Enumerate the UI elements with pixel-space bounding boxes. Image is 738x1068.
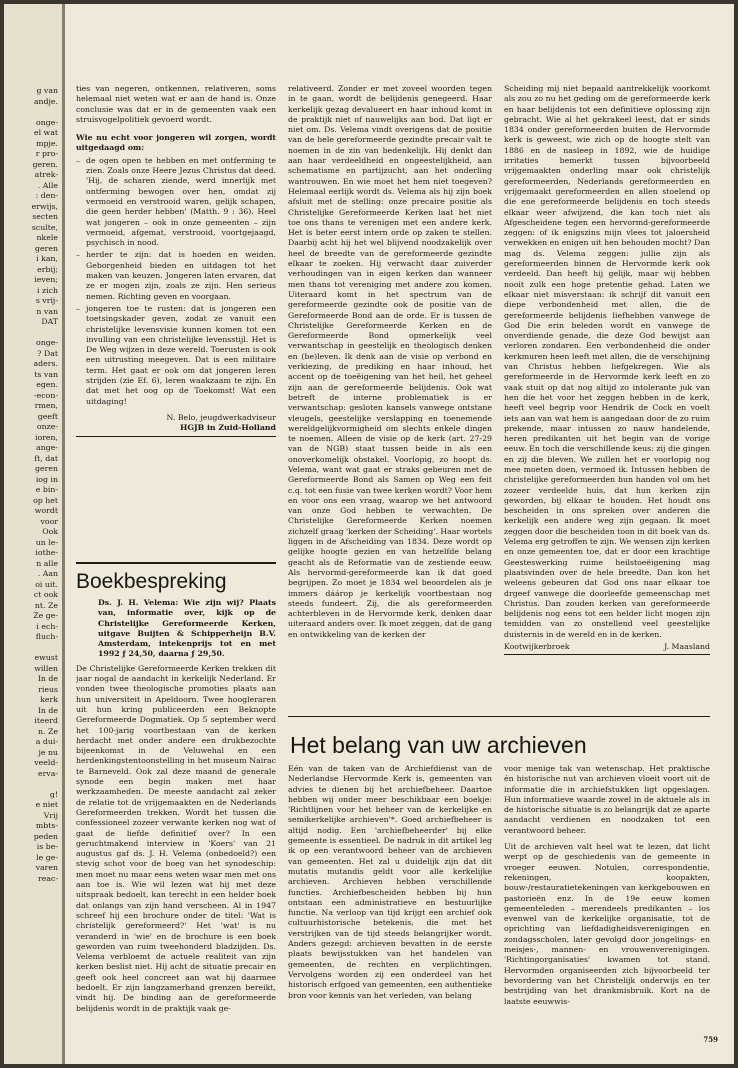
column-3 <box>504 84 710 712</box>
archive-title: Het belang van uw archieven <box>290 732 587 758</box>
column-1-list <box>76 156 276 407</box>
margin-fragment: erwijs, <box>31 201 58 211</box>
column-1-heading: Wie nu echt voor jongeren wil zorgen, wordt uitgedaagd om: <box>76 133 276 153</box>
page-number: 759 <box>703 1035 718 1044</box>
margin-fragment: rieus <box>38 684 58 694</box>
margin-fragment: mbts- <box>35 821 58 830</box>
margin-fragment: veeld- <box>34 758 58 767</box>
margin-fragment: Ze ge- <box>33 611 58 620</box>
margin-fragment: n. Ze <box>37 726 58 736</box>
margin-fragment: geren <box>35 464 58 473</box>
margin-fragment: atrek- <box>34 170 58 179</box>
margin-fragment: In de <box>37 674 58 683</box>
margin-fragment: is be- <box>36 842 58 851</box>
margin-fragment <box>4 107 62 118</box>
archive-column-left <box>288 764 492 1046</box>
margin-fragment: ewust <box>34 653 58 662</box>
archive-right-text: voor menige tak van wetenschap. Het praktische én historische nut van archieven vloeit voort uit de informatie die in archiefstukken ligt opgeslagen. Hun informatieve waarde zowel in de aktuele als in de historische situatie is zo belangrijk dat ze aparte aandacht verdienen en noodzaken tot een verantwoord beheer. <box>504 764 710 835</box>
left-page-margin-fragments <box>4 4 65 1064</box>
margin-fragment: ? Dat <box>37 348 58 358</box>
list-item: – de ogen open te hebben en met ontferming te zien. Zoals onze Heere Jezus Christus dat deed. 'Hij, de scharen ziende, werd innerlijk met ontferming bewogen over hen, omdat zij vermoeid en verstrooid waren, gelijk schapen, die geen herder hebben' (Matth. 9 : 36). Heel wat jongeren – ook in onze gemeenten – zijn vermoeid, afgemat, verstrooid, voortgejaagd, psychisch in nood. <box>86 156 276 249</box>
margin-fragment: . Alle <box>37 180 58 190</box>
margin-fragment: -econ- <box>34 390 58 400</box>
margin-fragment: . Aan <box>37 569 58 578</box>
margin-fragment: egen. <box>36 380 58 389</box>
margin-fragment: varen <box>35 863 58 872</box>
margin-fragment: voor <box>40 516 58 526</box>
margin-fragment: erbij; <box>37 264 58 274</box>
list-item: – jongeren toe te rusten: dat is jongeren een toetsingskader geven, zodat ze vanuit een christelijke levensvisie kunnen komen tot een invulling van een christelijke levensstijl. Het is De Weg wijzen in deze wereld. Toerusten is ook een uitrusting meegeven. Dat is een militaire term. Het gaat er ook om dat jongeren leren strijden (zie Ef. 6), leren waakzaam te zijn. En dat met het oog op de Toekomst! Wat een uitdaging! <box>86 304 276 407</box>
column-2 <box>288 84 492 712</box>
signature-org: HGJB in Zuid-Holland <box>76 423 276 436</box>
column-2-text: relativeerd. Zonder er met zoveel woorden tegen in te gaan, wordt de belijdenis genegeerd. Haar kerkelijk gezag devalueert en haar inhoud komt in de praktijk niet of nauwelijks aan bod. Dat ligt er niet om. Ds. Velema vindt overigens dat de positie van de hele gereformeerde gezindte precair valt te noemen in de zin van bedenkelijk. Hij denkt dan aan haar verdeeldheid en ongeestelijkheid, aan schematisme en partijzucht, aan het onderling wantrouwen. En wie moet het hem niet toegeven? Helemaal eerlijk wordt ds. Velema als hij zijn boek afsluit met de stelling: onze precaire positie als Christelijke Gereformeerde Kerken laat het niet toe ons thans te verenigen met een andere kerk. Het is beter eerst intern orde op zaken te stellen. Daarbij acht hij het wel blijvend noodzakelijk over heel de breedte van de gereformeerde gezindte elkaar te zoeken. Hij verwacht daar zuiverder verhoudingen van in eigen kerken dan wanneer men thans tot vereniging met andere zou komen. Uiteraard komt in het spectrum van de gereformeerde gezindte ook de positie van de Gereformeerde Bond aan de orde. Er is tussen de Christelijke Gereformeerde Kerken en de Gereformeerde Bond opmerkelijk veel verwantschap in geestelijk en theologisch denken en (be)leven. Ik denk aan de visie op verbond en verkiezing, de prediking en haar inhoud, het accent op de toeëigening van het heil, het geheel zijn aan de gereformeerde belijdenis. Ook wat betreft de interne problematiek is er verwantschap: gesloten kansels vanwege ontstane vleugels, geestelijke verslapping en toenemende wereldgelijkvormigheid om slechts enkele dingen te noemen. Alleen de visie op de kerk (art. 27-29 van de NGB) staat tussen beide in als een onoverkomelijk obstakel. Voorlopig, zo hoopt ds. Velema, want wat gaat er straks gebeuren met de Gereformeerde Bond als Samen op Weg een feit c.q. tot een fusie van twee kerken wordt? Voor hem en voor ons een vraag, waarop we het antwoord van onze God hebben te verwachten. De Christelijke Gereformeerde Kerken noemen zichzelf graag 'kerken der Scheiding'. Haar wortels liggen in de Afscheiding van 1834. Deze wordt op gelijke hoogte gezien en van hetzelfde belang geacht als de Reformatie van de zestiende eeuw. Als hervormd-gereformeerde kan ik dat goed begrijpen. Zo moet je 1834 wel beoordelen als je immers dáárop je kerkelijk voortbestaan nog steeds fundeert. Zij, die als gereformeerden achterbleven in de Hervormde kerk, denken daar uiteraard anders over. Ik moet zeggen, dat de gang en ontwikkeling van de kerken der <box>288 84 492 639</box>
margin-fragment: g van <box>36 86 58 95</box>
margin-fragment: oi uit. <box>35 579 58 589</box>
margin-fragment: n alle <box>36 558 58 568</box>
column-1-intro: ties van negeren, ontkennen, relativeren, soms helemaal niet weten wat er aan de hand is. Onze conclusie was dat er in de gemeenten vaak een struisvogelpolitiek gevoerd wordt. <box>76 84 276 124</box>
margin-fragment: ioren, <box>34 432 58 442</box>
section-divider <box>288 716 710 717</box>
margin-fragment: e niet <box>35 800 58 809</box>
column-1 <box>76 84 276 584</box>
margin-fragment <box>4 779 62 790</box>
review-top-rule <box>76 562 276 564</box>
margin-fragment: onge- <box>36 338 58 347</box>
margin-fragment: Vrij <box>43 810 58 820</box>
margin-fragment: n van <box>36 306 58 316</box>
signature-name: N. Belo, jeugdwerkadviseur <box>166 412 276 422</box>
margin-fragment: op het <box>33 495 58 505</box>
margin-fragment: un le- <box>35 537 58 547</box>
margin-fragment: geren. <box>32 159 58 169</box>
margin-fragment <box>4 328 62 339</box>
margin-fragment: ange- <box>36 443 58 452</box>
margin-fragment: : den- <box>35 191 58 200</box>
margin-fragment: nt. Ze <box>34 600 58 610</box>
list-item: – herder te zijn: dat is hoeden en weiden. Geborgenheid bieden en uitdagen tot het maken van keuzen. Jongeren laten ervaren, dat ze er mogen zijn, zoals ze zijn. Hen serieus nemen. Richting geven en voorgaan. <box>86 250 276 301</box>
magazine-page <box>4 4 734 1064</box>
margin-fragment: secten <box>32 212 58 221</box>
margin-fragment: i ech- <box>36 621 58 631</box>
signoff-author: J. Maasland <box>664 642 710 652</box>
margin-fragment: erva- <box>37 768 58 778</box>
archive-right-text-2: Uit de archieven valt heel wat te lezen, dat licht werpt op de geschiedenis van de gemeente in vroeger eeuwen. Notulen, correspondentie, rekeningen, koopakten, bouw-/restauratietekeningen van kerkgebouwen en pastorieën enz. In de 19e eeuw komen gemeenteleden – merendeels predikanten – los evenwel van de kerkelijke organisatie, tot de oprichting van liefdadigheidsverenigingen en zondagsscholen, later gevolgd door jongelings- en meisjes-, mannen- en vrouwenverenigingen. 'Richtingorganisaties' kwamen tot stand. Hervormden organiseerden zich bijvoorbeeld ter bevordering van het Christelijk onderwijs en ter bestrijding van het drankmisbruik. Kort na de laatste eeuwwis- <box>504 842 710 1006</box>
margin-fragment: reac- <box>38 873 58 883</box>
margin-fragment: rmen, <box>34 401 58 410</box>
review-body: De Christelijke Gereformeerde Kerken trekken dit jaar nogal de aandacht in kerkelijk Nederland. Er vonden twee theologische promoties plaats aan hun universiteit in Apeldoorn. Twee hoogleraren uit hun kring publiceerden een Beknopte Gereformeerde Dogmatiek. Op 5 september werd het 100-jarig voortbestaan van de kerken herdacht met onder andere een drukbezochte bijeenkomst in de Veluwehal en een herdenkingstentoonstelling in het museum Nairac te Barneveld. Ook zal deze maand de generale synode een begin maken met haar werkzaamheden. De meeste aandacht zal zeker de relatie tot de vrijgemaakten en de Nederlands Gereformeerden trekken. Wordt het tussen die confessioneel zozeer verwante kerken nog wat of gaat de liefde definitief over? In een geruchtmakend interview in 'Koers' van 21 augustus gaf ds. J. H. Velema (onbedoeld?) een stevig schot voor de boeg van het synodeschip: men moet nu maar eens weten waar men met ons aan toe is. Wie wil lezen wat hij met deze uitspraak bedoelt, kan terecht in een helder boek dat onlangs van zijn hand verscheen. Al in 1947 schreef hij een brochure onder de titel: 'Wat is christelijk gereformeerd?' Het 'wat' is nu veranderd in 'wie' en de brochure is een boek geworden van ruim tweehonderd bladzijden. Ds. Velema verbloemt de actuele realiteit van zijn kerken beslist niet. Hij acht de situatie precair en geeft ook heel concreet aan wat hij daarmee bedoelt. Er zijn langzamerhand grenzen bereikt, vindt hij. De binding aan de gereformeerde belijdenis wordt in de praktijk vaak ge- <box>76 663 276 1013</box>
margin-fragment: onge- <box>36 117 58 127</box>
margin-fragment: geren <box>35 243 58 253</box>
margin-fragment: iog in <box>35 474 58 484</box>
signoff-place: Kootwijkerbroek <box>504 642 570 652</box>
review-book-info: Ds. J. H. Velema: Wie zijn wij? Plaats van, informatie over, kijk op de Christelijke Gereformeerde Kerken, uitgave Buijten & Schipperheijn B.V. Amsterdam, intekenprijs tot en met 1992 ƒ 24,50, daarna ƒ 29,50. <box>98 598 276 659</box>
article-signoff <box>504 642 710 655</box>
margin-fragment: fluch- <box>35 632 58 641</box>
margin-fragment: iteerd <box>34 716 58 725</box>
margin-fragment: ieven; <box>34 275 58 284</box>
margin-fragment: ft, dat <box>34 453 58 463</box>
margin-fragment: wordt <box>34 506 58 515</box>
margin-fragment: DAT <box>41 317 58 326</box>
margin-fragment: kerk <box>40 695 58 704</box>
margin-fragment <box>4 643 62 654</box>
margin-fragment: je nu <box>38 747 58 757</box>
margin-fragment: g! <box>49 789 58 799</box>
column-3-text: Scheiding mij niet bepaald aantrekkelijk voorkomt als zou zo nu het geding om de gereformeerde kerk en haar belijdenis tot een definitieve oplossing zijn gebracht. Wie al het gekrakeel leest, dat er sinds 1834 onder gereformeerden buiten de Hervormde kerk is geweest, wie zich op de hoogte stelt van 1886 en de nasleep in 1892, wie de huidige irritaties bemerkt tussen bijvoorbeeld vrijgemaakten onderling maar ook christelijk gereformeerden, Nederlands gereformeerden en vrijgemaakt gereformeerden en allen stoelend op die ene gereformeerde belijdenis en toch steeds elkaar weer afwijzend, die kan toch niet als Afgescheidene tegen een hervormd-gereformeerde zeggen: of ik enigszins mijn vlees tot jaloersheid verwekken en enigen uit hen behouden mocht? Dan mag ds. Velema zeggen: jullie zijn als gereformeerden binnen de Hervormde kerk ook verdeeld. Dan heeft hij gelijk, maar wij hebben nooit zulk een hoge pretentie gehad. Laten we elkaar niet misverstaan: ik schrijf dit vanuit een diepe verbondenheid met allen, die de gereformeerde belijdenis liefhebben vanwege de God Die erin beleden wordt en vanwege de onverdiende genade, die deze God bewijst aan verloren zondaren. Een verbondenheid die onder kerkmuren heen leeft met allen, die de verschijning van Christus hebben liefgekregen. Wie als gereformeerde in de Hervormde kerk leeft en zo vaak stuit op dat nog altijd zo intolerante juk van hen die het voor het zeggen hebben in de kerk, heeft veel begrip voor Hendrik de Cock en voelt iets aan van wat hem is aangedaan door de zo ruim prekende, maar intussen zo nauw handelende, heren predikanten uit het begin van de vorige eeuw. En toch die verschillende keus: zij die gingen en zij die bleven. We zullen het er voorlopig nog mee moeten doen, vermoed ik. Intussen hebben de christelijke gereformeerden hun handen vol om het zozeer verdeelde huis, dat hun kerken zijn geworden, bij elkaar te houden. Het houdt ons bescheiden in ons spreken over anderen die kerkelijk een andere weg zijn gegaan. Ik moet zeggen door die bescheiden toon in dit boek van ds. Velema erg getroffen te zijn. We wensen zijn kerken en onze gemeenten toe, dat er door een krachtige Geesteswerking ruime heilstoeëigening mag plaatsvinden over de hele breedte. Dan kon het weleens gebeuren dat God ons naar elkaar toe drgeef vanwege die doorleefde gemeenschap met Christus. Dan zouden kerken van gereformeerde belijdenis nog eens tot een helder licht mogen zijn temidden van zo onstellend veel geestelijke duisternis in de wereld en in de kerken. <box>504 84 710 639</box>
margin-fragment: a dui- <box>35 737 58 746</box>
margin-fragment: peden <box>33 831 58 841</box>
margin-fragment: sculte, <box>31 222 58 232</box>
margin-fragment: aders. <box>33 359 58 368</box>
margin-fragment: In de <box>37 705 58 715</box>
archive-column-right <box>504 764 710 1040</box>
margin-fragment: s vrij- <box>35 296 58 305</box>
margin-fragment: r pro- <box>35 149 58 158</box>
margin-fragment: ts van <box>34 369 58 379</box>
margin-fragment: le ge- <box>36 852 58 862</box>
margin-fragment: mpje. <box>36 138 58 148</box>
margin-fragment: iothe- <box>35 548 58 557</box>
review-column <box>76 598 276 1038</box>
margin-fragment: el wat <box>33 128 58 137</box>
margin-fragment: Ook <box>42 527 58 536</box>
margin-fragment: i zich <box>37 285 58 295</box>
margin-fragment: nkele <box>36 233 58 242</box>
margin-fragment: geeft <box>37 411 58 421</box>
review-title: Boekbespreking <box>76 570 227 593</box>
margin-fragment: i kan, <box>36 254 58 263</box>
margin-fragment: e bin- <box>35 485 58 494</box>
margin-fragment: onze- <box>36 422 58 431</box>
margin-fragment: andje. <box>33 96 58 106</box>
margin-fragment: willen <box>34 663 58 673</box>
archive-left-text: Eén van de taken van de Archiefdienst van de Nederlandse Hervormde Kerk is, gemeenten van advies te dienen bij het archiefbeheer. Daartoe hebben wij onder meer beschikbaar een boekje: 'Richtlijnen voor het beheer van de kerkelijke en semikerkelijke archieven'*. Goed archiefbeheer is altijd nodig. Een 'archiefbeheerder' bij elke gemeente is essentieel. De nadruk in dit artikel leg ik op een verantwoord beheer van de archieven van gemeenten. Het zal u duidelijk zijn dat dit mutatis mutandis geldt voor alle kerkelijke archieven. Archieven hebben verschillende functies. Archiefbescheiden hebben bij hun ontstaan een administratieve en bestuurlijke functie. Na verloop van tijd krijgt een archief ook cultuurhistorische betekenis, die met het verstrijken van de tijd steeds belangrijker wordt. Anders gezegd: archieven bevatten in de eerste plaats bewijsstukken van het handelen van gemeenten, de rechten en verplichtingen. Vervolgens worden zij een onderdeel van het historisch erfgoed van gemeenten, een authentieke bron voor kennis van het verleden, van belang <box>288 764 492 1000</box>
margin-fragment: ct ook <box>33 590 58 599</box>
